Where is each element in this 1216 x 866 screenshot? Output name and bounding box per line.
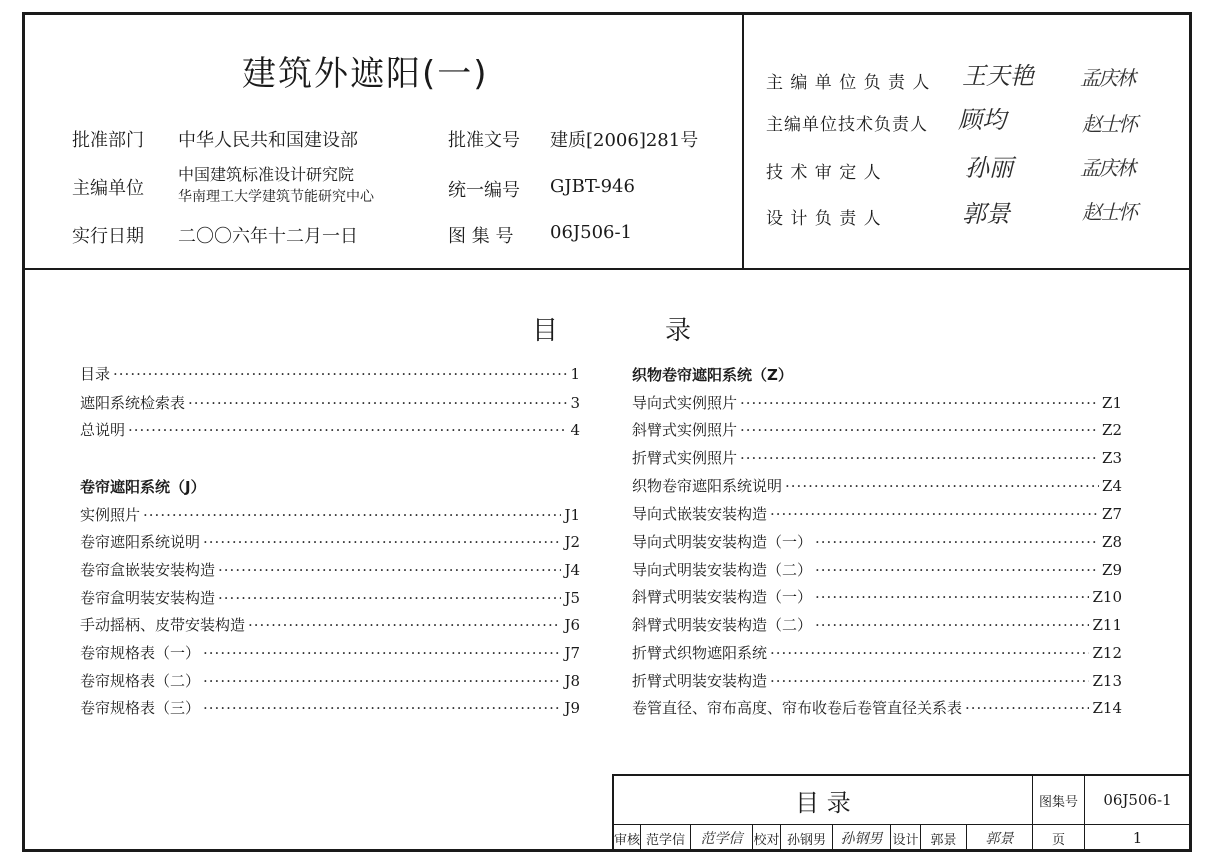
signature-tech-review: 孙丽 xyxy=(965,154,1013,182)
leader-dots xyxy=(770,503,1099,525)
toc-item-label: 折臂式实例照片 xyxy=(632,449,738,467)
leader-dots xyxy=(128,419,567,441)
leader-dots xyxy=(188,392,567,414)
editor-unit-value-1: 中国建筑标准设计研究院 xyxy=(178,165,355,184)
leader-dots xyxy=(203,670,561,692)
toc-item-label: 导向式嵌装安装构造 xyxy=(632,505,768,523)
toc-title-left: 目 xyxy=(532,316,559,346)
toc-title-right: 录 xyxy=(665,316,692,346)
effective-date-label: 实行日期 xyxy=(72,226,144,247)
toc-item-page: Z8 xyxy=(1102,533,1122,551)
leader-dots xyxy=(815,614,1089,636)
toc-item-label: 导向式明装安装构造（一） xyxy=(632,533,813,551)
toc-item[interactable] xyxy=(632,697,1122,719)
leader-dots xyxy=(143,504,561,526)
leader-dots xyxy=(740,392,1099,414)
leader-dots xyxy=(203,642,561,664)
approval-doc-label: 批准文号 xyxy=(448,130,520,151)
toc-item-label: 卷帘规格表（一） xyxy=(80,644,201,662)
section-heading-z: 织物卷帘遮阳系统（Z） xyxy=(632,366,793,384)
toc-item-page: 3 xyxy=(570,394,580,412)
leader-dots xyxy=(770,670,1089,692)
toc-item-label: 斜臂式明装安装构造（一） xyxy=(632,588,813,606)
design-signature: 郭景 xyxy=(985,831,1014,847)
atlas-number-cell-label: 图集号 xyxy=(1038,794,1078,810)
toc-item-page: Z11 xyxy=(1092,616,1122,634)
toc-item-label: 卷帘规格表（三） xyxy=(80,699,201,717)
leader-dots xyxy=(740,447,1099,469)
atlas-number-label: 图 集 号 xyxy=(448,226,514,247)
toc-item-label: 卷管直径、帘布高度、帘布收卷后卷管直径关系表 xyxy=(632,699,963,717)
leader-dots xyxy=(740,419,1099,441)
page-label: 页 xyxy=(1051,832,1065,848)
toc-item[interactable] xyxy=(80,531,580,553)
toc-item[interactable] xyxy=(80,587,580,609)
toc-item[interactable] xyxy=(632,614,1122,636)
toc-item-page: J2 xyxy=(564,533,580,551)
review-signature: 范学信 xyxy=(700,831,743,847)
toc-item-page: Z4 xyxy=(1102,477,1122,495)
toc-item[interactable] xyxy=(80,697,580,719)
design-label: 设计 xyxy=(892,832,919,848)
toc-item-label: 卷帘规格表（二） xyxy=(80,672,201,690)
toc-item[interactable] xyxy=(80,670,580,692)
toc-item[interactable] xyxy=(632,559,1122,581)
toc-item-page: Z9 xyxy=(1102,561,1122,579)
toc-item-label: 手动摇柄、皮带安装构造 xyxy=(80,616,246,634)
toc-item-label: 卷帘盒嵌装安装构造 xyxy=(80,561,216,579)
unified-number-label: 统一编号 xyxy=(448,180,520,201)
leader-dots xyxy=(203,531,561,553)
leader-dots xyxy=(113,363,567,385)
leader-dots xyxy=(203,697,561,719)
toc-item[interactable] xyxy=(632,670,1122,692)
toc-item-page: J4 xyxy=(564,561,580,579)
toc-item-page: J8 xyxy=(564,672,580,690)
role-design-chief: 设 计 负 责 人 xyxy=(766,209,882,229)
leader-dots xyxy=(248,614,561,636)
toc-item-label: 织物卷帘遮阳系统说明 xyxy=(632,477,783,495)
toc-item[interactable] xyxy=(632,419,1122,441)
toc-item[interactable] xyxy=(632,642,1122,664)
toc-item-label: 斜臂式明装安装构造（二） xyxy=(632,616,813,634)
approval-dept-label: 批准部门 xyxy=(72,130,144,151)
review-label: 审核 xyxy=(614,832,641,848)
toc-item-label: 总说明 xyxy=(80,421,126,439)
toc-item-label: 折臂式织物遮阳系统 xyxy=(632,644,768,662)
review-name: 范学信 xyxy=(645,832,685,848)
header-divider xyxy=(22,268,1192,270)
header-vertical-divider xyxy=(742,12,744,269)
title-block-title: 目 录 xyxy=(795,788,851,817)
toc-item-label: 遮阳系统检索表 xyxy=(80,394,186,412)
toc-item[interactable] xyxy=(632,503,1122,525)
atlas-title: 建筑外遮阳(一) xyxy=(242,54,489,94)
toc-item-page: Z1 xyxy=(1102,394,1122,412)
signature-tech-chief: 顾均 xyxy=(958,106,1006,134)
editor-unit-value-2: 华南理工大学建筑节能研究中心 xyxy=(178,189,374,205)
signature-design-chief: 郭景 xyxy=(962,200,1010,228)
toc-item-label: 折臂式明装安装构造 xyxy=(632,672,768,690)
toc-item-page: Z10 xyxy=(1092,588,1122,606)
toc-item[interactable] xyxy=(632,531,1122,553)
check-name: 孙钢男 xyxy=(786,832,826,848)
signature-right-1: 孟庆林 xyxy=(1080,66,1134,90)
toc-item-page: Z3 xyxy=(1102,449,1122,467)
toc-item-page: 1 xyxy=(570,365,580,383)
toc-item-page: J9 xyxy=(564,699,580,717)
leader-dots xyxy=(815,559,1099,581)
toc-item[interactable] xyxy=(80,392,580,414)
leader-dots xyxy=(965,697,1089,719)
toc-item-label: 导向式明装安装构造（二） xyxy=(632,561,813,579)
approval-dept-value: 中华人民共和国建设部 xyxy=(178,130,358,151)
toc-item[interactable] xyxy=(80,614,580,636)
toc-item[interactable] xyxy=(80,504,580,526)
toc-item-page: J5 xyxy=(564,589,580,607)
toc-item[interactable] xyxy=(632,586,1122,608)
page-value: 1 xyxy=(1132,829,1143,847)
toc-item-label: 目录 xyxy=(80,365,111,383)
leader-dots xyxy=(815,531,1099,553)
toc-item[interactable] xyxy=(80,559,580,581)
leader-dots xyxy=(815,586,1089,608)
check-signature: 孙钢男 xyxy=(840,831,883,847)
toc-item-page: Z13 xyxy=(1092,672,1122,690)
role-chief-unit: 主 编 单 位 负 责 人 xyxy=(766,73,931,93)
toc-item[interactable] xyxy=(80,642,580,664)
toc-item-page: Z7 xyxy=(1102,505,1122,523)
atlas-number-cell-value: 06J506-1 xyxy=(1103,791,1172,809)
toc-item-label: 斜臂式实例照片 xyxy=(632,421,738,439)
toc-item-label: 卷帘遮阳系统说明 xyxy=(80,533,201,551)
approval-doc-value: 建质[2006]281号 xyxy=(550,130,699,151)
editor-unit-label: 主编单位 xyxy=(72,178,144,199)
toc-item-page: Z14 xyxy=(1092,699,1122,717)
toc-item-page: Z2 xyxy=(1102,421,1122,439)
leader-dots xyxy=(218,559,561,581)
toc-item-page: J7 xyxy=(564,644,580,662)
signature-chief-unit: 王天艳 xyxy=(962,62,1034,90)
toc-item[interactable] xyxy=(80,363,580,385)
toc-item-page: J1 xyxy=(564,506,580,524)
toc-item-label: 卷帘盒明装安装构造 xyxy=(80,589,216,607)
check-label: 校对 xyxy=(753,832,780,848)
toc-item[interactable] xyxy=(632,447,1122,469)
toc-item-label: 导向式实例照片 xyxy=(632,394,738,412)
toc-item-page: 4 xyxy=(570,421,580,439)
signature-right-2: 赵士怀 xyxy=(1082,112,1136,136)
leader-dots xyxy=(770,642,1089,664)
signature-right-4: 赵士怀 xyxy=(1082,200,1136,224)
leader-dots xyxy=(785,475,1099,497)
toc-item[interactable] xyxy=(80,419,580,441)
design-name: 郭景 xyxy=(930,832,957,848)
role-tech-chief: 主编单位技术负责人 xyxy=(766,115,928,135)
signature-right-3: 孟庆林 xyxy=(1080,156,1134,180)
toc-item[interactable] xyxy=(632,475,1122,497)
atlas-number-value: 06J506-1 xyxy=(550,222,633,243)
effective-date-value: 二〇〇六年十二月一日 xyxy=(178,226,358,247)
toc-item-page: Z12 xyxy=(1092,644,1122,662)
leader-dots xyxy=(218,587,561,609)
toc-item-label: 实例照片 xyxy=(80,506,141,524)
toc-item-page: J6 xyxy=(564,616,580,634)
unified-number-value: GJBT-946 xyxy=(550,176,635,197)
toc-item[interactable] xyxy=(632,392,1122,414)
section-heading-j: 卷帘遮阳系统（J） xyxy=(80,478,206,496)
role-tech-review: 技 术 审 定 人 xyxy=(766,163,882,183)
